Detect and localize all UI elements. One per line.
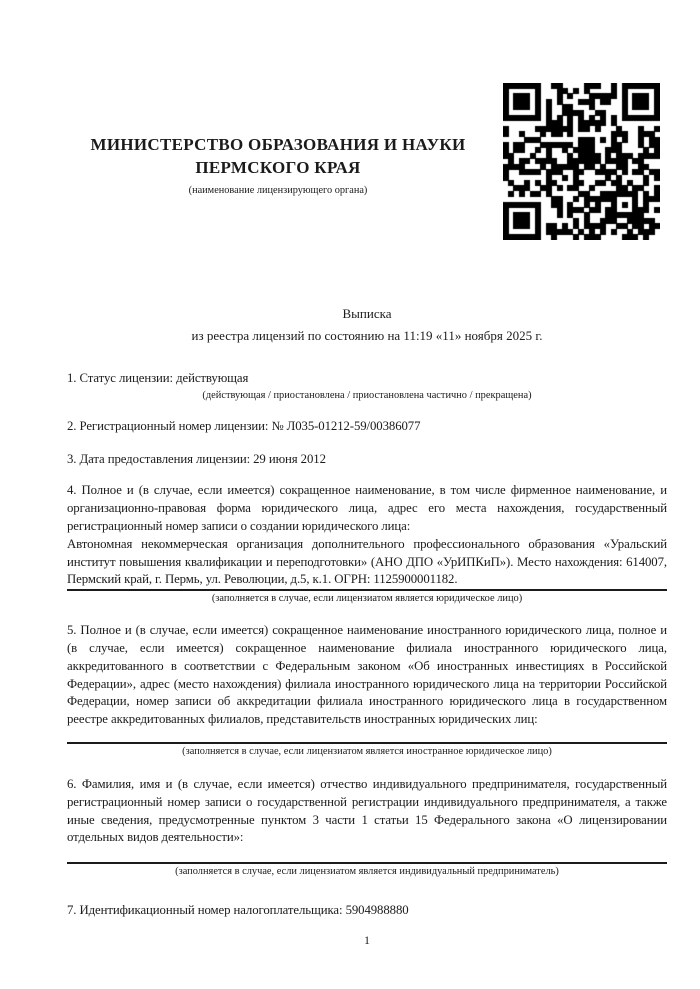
document-title [67,303,667,347]
ministry-name-line2: ПЕРМСКОГО КРАЯ [195,158,361,177]
item-license-status [67,370,667,402]
license-status-options-caption: (действующая / приостановлена / приостановлена частично / прекращена) [202,389,532,401]
foreign-entity-caption: (заполняется в случае, если лицензиатом является иностранное юридическое лицо) [182,745,552,757]
document-title-line1: Выписка [342,306,392,321]
grant-date-text: 3. Дата предоставления лицензии: 29 июня 2012 [67,451,326,466]
licensing-authority-caption: (наименование лицензирующего органа) [188,185,368,196]
item-grant-date [67,451,667,469]
registration-number-text: 2. Регистрационный номер лицензии: № Л035-01212-59/00386077 [67,418,421,433]
license-status-text: 1. Статус лицензии: действующая [67,371,249,385]
document-title-line2: из реестра лицензий по состоянию на 11:19 «11» ноября 2025 г. [191,328,543,343]
individual-entrepreneur-caption: (заполняется в случае, если лицензиатом является индивидуальный предприниматель) [175,866,559,878]
item-foreign-entity [67,622,667,758]
item-registration-number [67,418,667,436]
item-legal-entity [67,482,667,605]
document-body [67,303,667,948]
qr-code-container [503,83,660,240]
ministry-name-line1: МИНИСТЕРСТВО ОБРАЗОВАНИЯ И НАУКИ [90,135,466,154]
legal-entity-caption: (заполняется в случае, если лицензиатом является юридическое лицо) [211,593,523,605]
individual-entrepreneur-label: 6. Фамилия, имя и (в случае, если имеется) отчество индивидуального предпринимателя, государственный регистрационный номер записи о государственной регистрации индивидуального предпринимателя, а также иные сведения, предусмотренные пунктом 3 части 1 статьи 15 Федерального закона «О лицензировании отдельных видов деятельности»: [67,776,667,845]
item-taxpayer-number [67,902,667,920]
legal-entity-value: Автономная некоммерческая организация дополнительного профессионального образования «Уральский институт повышения квалификации и переподготовки» (АНО ДПО «УрИПКиП»). Место нахождения: 614007, Пермский край, г. Пермь, ул. Революции, д.5, к.1. ОГРН: 1125900001182. [67,536,667,587]
legal-entity-fill-rule [67,589,667,591]
qr-code [503,83,660,240]
foreign-entity-fill-rule [67,742,667,744]
individual-entrepreneur-fill-rule [67,862,667,864]
foreign-entity-label: 5. Полное и (в случае, если имеется) сокращенное наименование иностранного юридического лица, полное и (в случае, если имеется) сокращенное наименование филиала иностранного юридического лица, аккредитованного в соответствии с Федеральным законом «Об иностранных инвестициях в Российской Федерации», адрес (место нахождения) филиала иностранного юридического лица на территории Российской Федерации, номер записи об аккредитации филиала иностранного юридического лица в государственном реестре аккредитованных филиалов, представительств иностранных юридических лиц: [67,623,667,727]
taxpayer-number-text: 7. Идентификационный номер налогоплательщика: 5904988880 [67,903,409,918]
page-number: 1 [364,932,370,947]
item-individual-entrepreneur [67,776,667,878]
legal-entity-label: 4. Полное и (в случае, если имеется) сокращенное наименование, в том числе фирменное наименование, и организационно-правовая форма юридического лица, адрес его места нахождения, государственный регистрационный номер записи о создании юридического лица: [67,483,667,533]
licensing-authority-block [67,133,489,197]
